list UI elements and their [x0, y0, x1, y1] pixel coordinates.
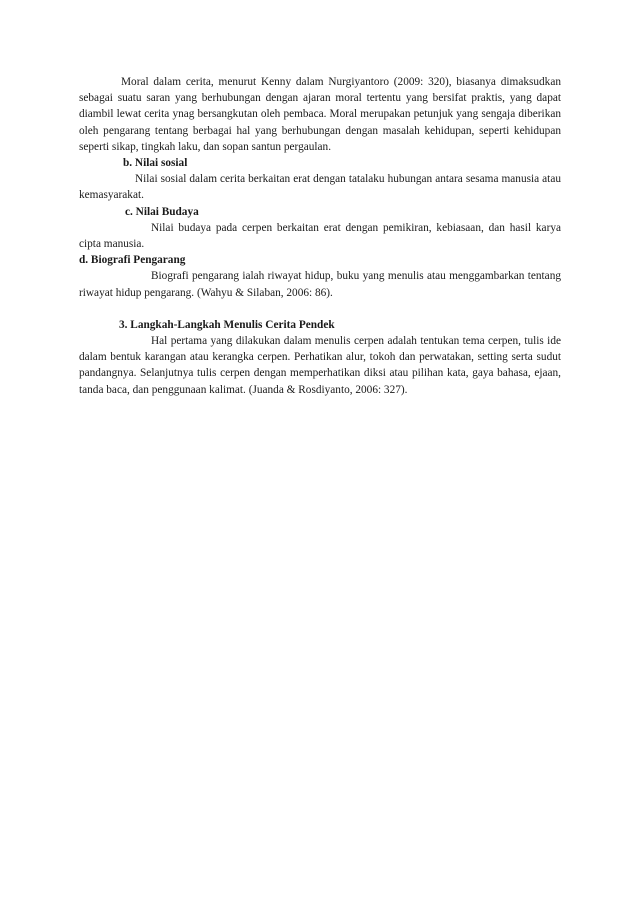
paragraph-nilai-sosial: Nilai sosial dalam cerita berkaitan erat dengan tatalaku hubungan antara sesama manusia atau kemasyarakat. — [79, 173, 561, 202]
heading-nilai-sosial: b. Nilai sosial — [123, 157, 188, 170]
paragraph-moral: Moral dalam cerita, menurut Kenny dalam Nurgiyantoro (2009: 320), biasanya dimaksudkan sebagai suatu saran yang berhubungan dengan ajaran moral tertentu yang bersifat praktis, yang dapat diambil lewat cerita ynag bersangkutan oleh pembaca. Moral merupakan petunjuk yang sengaja diberikan oleh pengarang tentang berbagai hal yang berhubungan dengan masalah kehidupan, seperti kehidupan seperti sikap, tingkah laku, dan sopan santun pergaulan. — [79, 76, 561, 153]
heading-langkah-menulis: 3. Langkah-Langkah Menulis Cerita Pendek — [119, 318, 335, 331]
heading-nilai-budaya: c. Nilai Budaya — [125, 205, 199, 218]
heading-biografi-pengarang: d. Biografi Pengarang — [79, 254, 186, 267]
paragraph-langkah: Hal pertama yang dilakukan dalam menulis cerpen adalah tentukan tema cerpen, tulis ide dalam bentuk karangan atau kerangka cerpen. Perhatikan alur, tokoh dan perwatakan, setting serta sudut pandangnya. Selanjutnya tulis cerpen dengan memperhatikan diksi atau pilihan kata, gaya bahasa, ejaan, tanda baca, dan penggunaan kalimat. (Juanda & Rosdiyanto, 2006: 327). — [79, 335, 561, 396]
document-page — [79, 74, 561, 398]
paragraph-nilai-budaya: Nilai budaya pada cerpen berkaitan erat dengan pemikiran, kebiasaan, dan hasil karya cipta manusia. — [79, 221, 561, 251]
paragraph-biografi: Biografi pengarang ialah riwayat hidup, buku yang menulis atau menggambarkan tentang riwayat hidup pengarang. (Wahyu & Silaban, 2006: 86). — [79, 270, 561, 299]
